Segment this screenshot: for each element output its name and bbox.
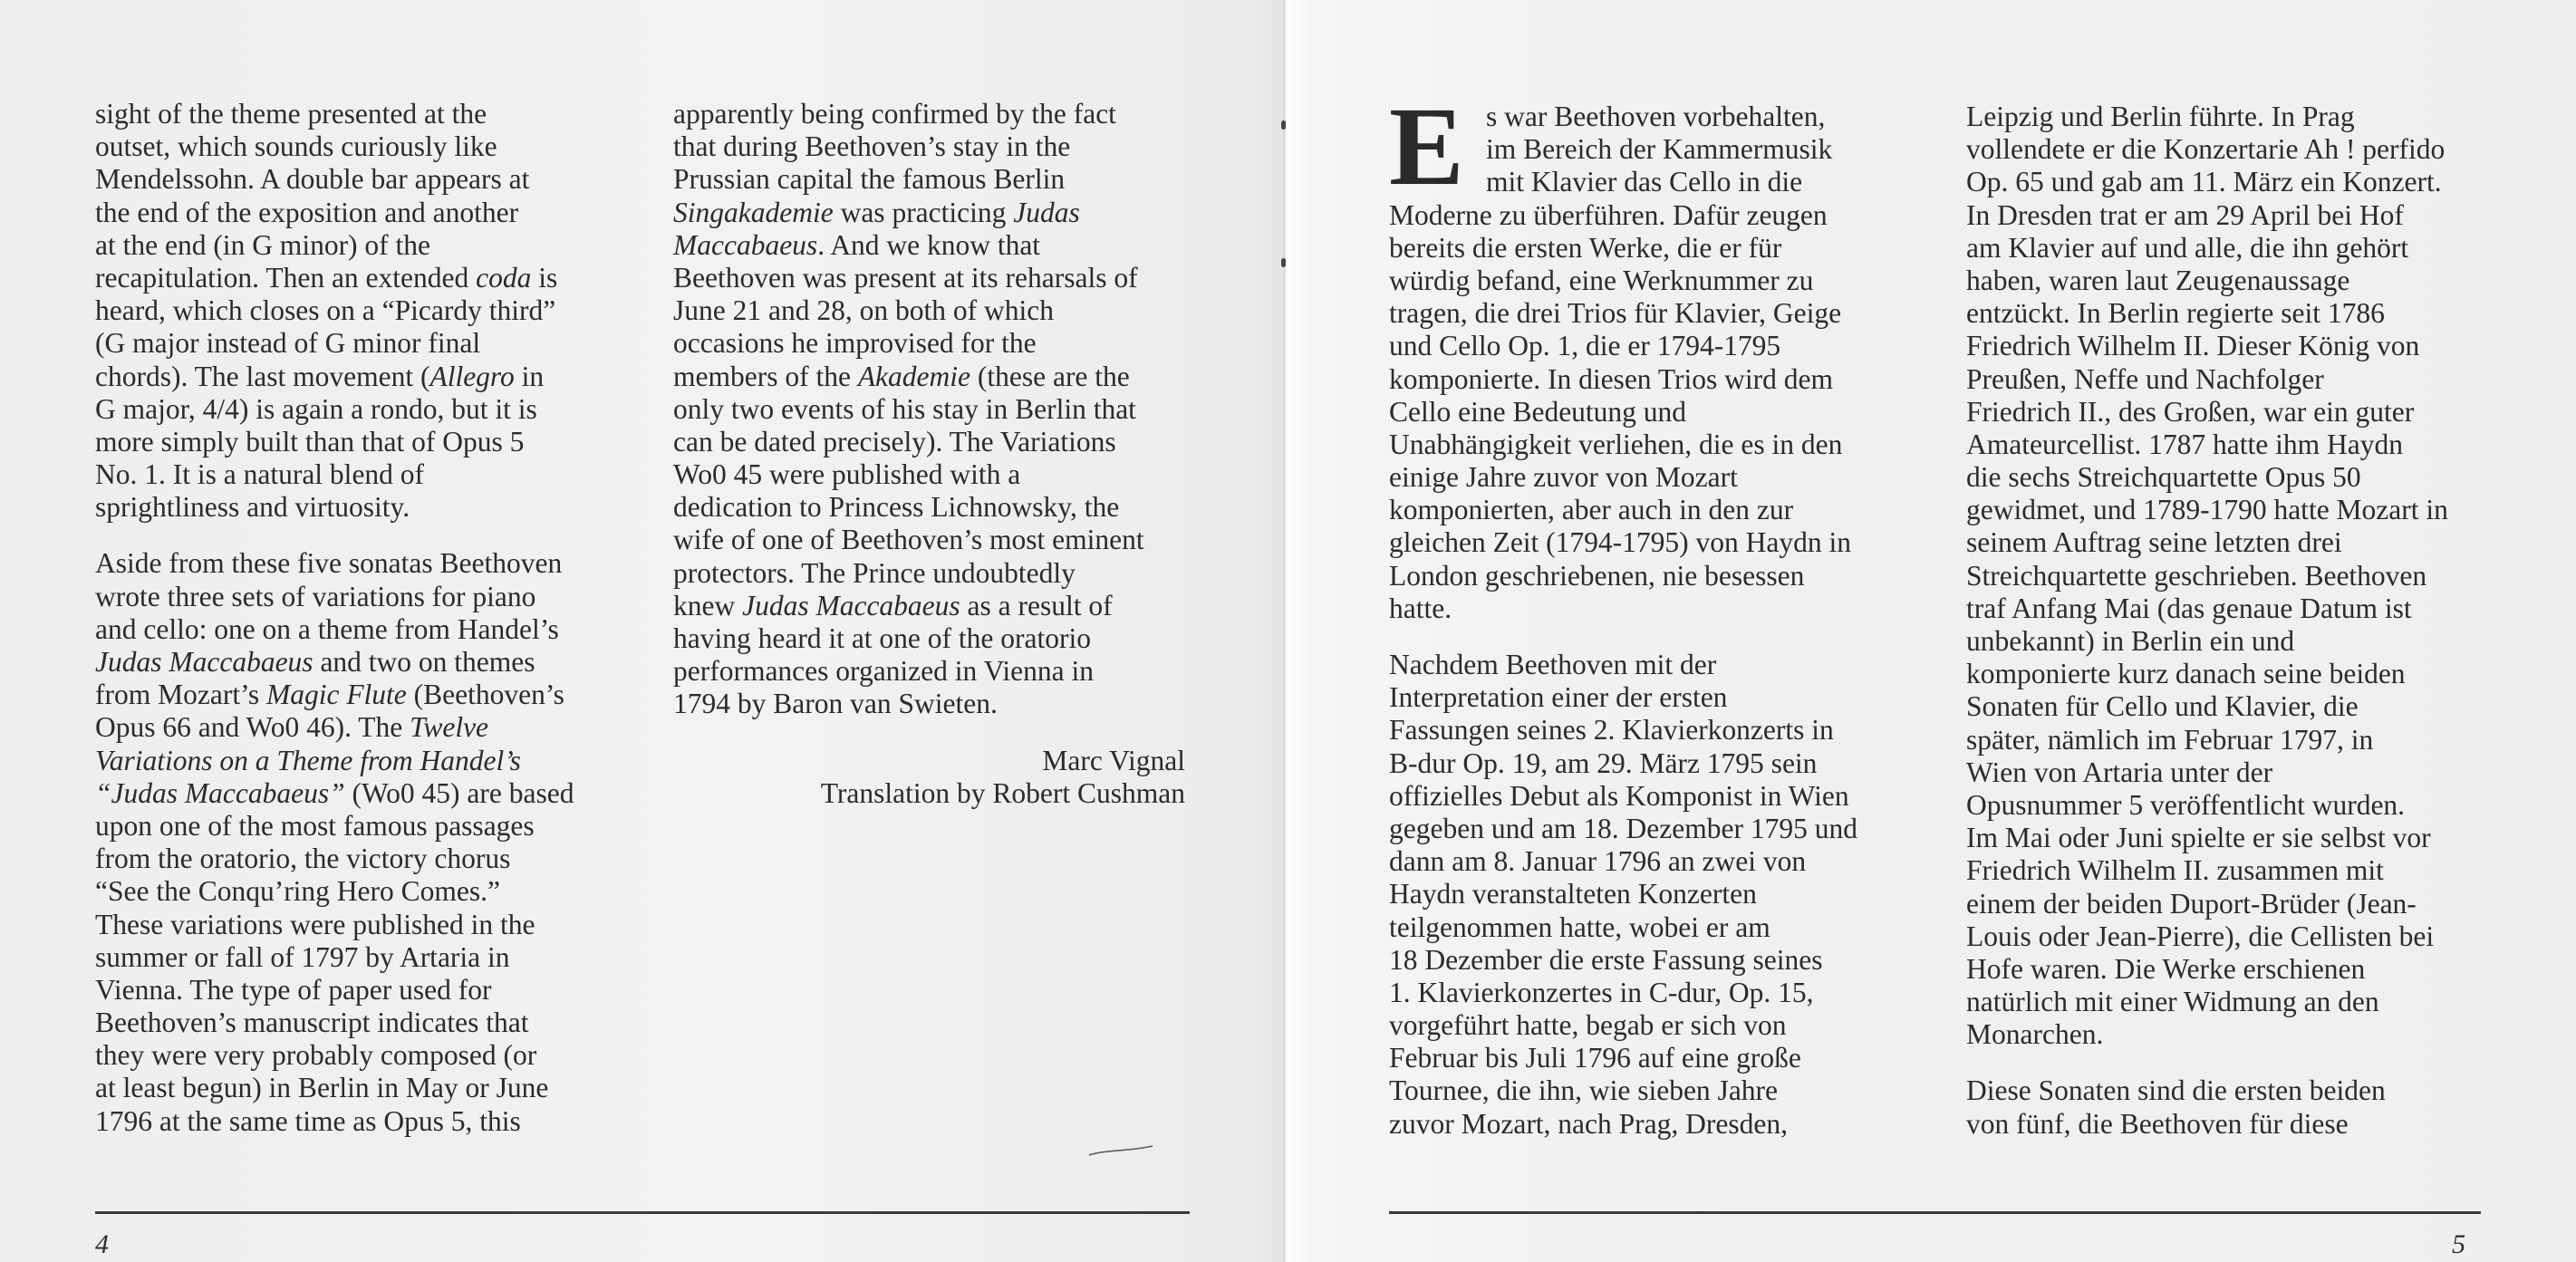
paragraph <box>1389 649 1892 1141</box>
text-run: Friedrich Wilhelm II. zusammen mit <box>1966 854 2384 887</box>
text-line <box>1389 845 1892 878</box>
text-line <box>673 197 1185 229</box>
text-run: vollendete er die Konzertarie Ah ! perfido <box>1966 133 2446 166</box>
text-run: they were very probably composed (or <box>95 1039 537 1072</box>
text-line <box>95 262 603 294</box>
text-line <box>1966 724 2478 756</box>
text-line <box>673 590 1185 622</box>
text-run: würdig befand, eine Werknummer zu <box>1389 264 1814 296</box>
text-line <box>1966 396 2478 429</box>
text-run: the end of the exposition and another <box>95 196 519 228</box>
text-line <box>673 491 1185 524</box>
text-line <box>1966 363 2478 396</box>
text-run: 1794 by Baron van Swieten. <box>673 688 998 720</box>
staple-top <box>1281 120 1286 130</box>
text-run: wife of one of Beethoven’s most eminent <box>673 524 1144 556</box>
text-line <box>95 777 603 810</box>
text-run: heard, which closes on a “Picardy third” <box>95 294 556 327</box>
text-line <box>95 491 603 524</box>
paragraph-gap <box>1966 1051 2478 1074</box>
text-run: knew <box>673 589 743 621</box>
text-run: having heard it at one of the oratorio <box>673 622 1091 654</box>
paragraph <box>1966 101 2478 1051</box>
text-run: more simply built than that of Opus 5 <box>95 425 525 458</box>
pen-stroke-mark <box>1087 1144 1155 1157</box>
paragraph <box>1966 1074 2478 1140</box>
text-line <box>1966 592 2478 625</box>
footer-rule-left <box>95 1211 1190 1214</box>
text-run: Monarchen. <box>1966 1018 2104 1051</box>
text-line <box>95 1039 603 1072</box>
text-line <box>1966 166 2478 198</box>
text-run: No. 1. It is a natural blend of <box>95 458 425 491</box>
text-line <box>1389 101 1892 133</box>
text-line <box>95 393 603 426</box>
text-line <box>673 655 1185 688</box>
text-line <box>673 393 1185 426</box>
text-line <box>1389 526 1892 559</box>
text-line <box>95 711 603 744</box>
text-run: dedication to Princess Lichnowsky, the <box>673 491 1120 524</box>
text-run: in <box>514 360 545 392</box>
text-run: June 21 and 28, on both of which <box>673 294 1054 327</box>
italic-title: Maccabaeus <box>673 228 818 261</box>
text-run: occasions he improvised for the <box>673 327 1037 360</box>
text-run: haben, waren laut Zeugenaussage <box>1966 264 2350 296</box>
text-run: Prussian capital the famous Berlin <box>673 163 1066 196</box>
text-run: protectors. The Prince undoubtedly <box>673 556 1076 589</box>
text-run: Friedrich Wilhelm II. Dieser König von <box>1966 330 2420 362</box>
text-line <box>1966 986 2478 1018</box>
signature-translator: Translation by Robert Cushman <box>820 776 1185 809</box>
text-run: sight of the theme presented at the <box>95 98 487 130</box>
signature-gap <box>673 721 1185 745</box>
text-line <box>1966 297 2478 330</box>
text-run: Diese Sonaten sind die ersten beiden <box>1966 1074 2386 1107</box>
text-run: G major, 4/4) is again a rondo, but it is <box>95 392 537 425</box>
text-run: Hofe waren. Die Werke erschienen <box>1966 952 2366 985</box>
text-line <box>673 262 1185 294</box>
text-run: Aside from these five sonatas Beethoven <box>95 547 563 580</box>
italic-title: Variations on a Theme from Handel’s <box>95 744 521 776</box>
italic-title: Judas Maccabaeus <box>95 646 314 678</box>
text-line <box>1966 1108 2478 1141</box>
text-line <box>95 646 603 679</box>
text-run: 1796 at the same time as Opus 5, this <box>95 1104 521 1137</box>
text-run: Cello eine Bedeutung und <box>1389 395 1687 428</box>
text-line <box>1389 1009 1892 1042</box>
text-line <box>673 98 1185 130</box>
text-run: einem der beiden Duport-Brüder (Jean- <box>1966 887 2417 920</box>
paragraph-gap <box>1389 625 1892 649</box>
text-run: was practicing <box>833 196 1014 228</box>
text-run: and cello: one on a theme from Handel’s <box>95 612 559 645</box>
text-run: as a result of <box>960 589 1113 621</box>
text-line <box>1389 363 1892 396</box>
text-line <box>1966 789 2478 822</box>
text-line <box>673 327 1185 360</box>
text-run: dann am 8. Januar 1796 an zwei von <box>1389 845 1807 878</box>
text-line <box>1966 1018 2478 1051</box>
text-run: Opusnummer 5 veröffentlicht wurden. <box>1966 788 2406 821</box>
book-gutter <box>1283 0 1286 1262</box>
text-run: summer or fall of 1797 by Artaria in <box>95 940 510 973</box>
text-line <box>1966 265 2478 297</box>
text-run: Vienna. The type of paper used for <box>95 973 492 1006</box>
text-line <box>1966 1074 2478 1107</box>
text-line <box>95 1072 603 1104</box>
text-line <box>95 581 603 613</box>
text-line <box>673 688 1185 720</box>
text-line <box>95 843 603 875</box>
text-line <box>1389 494 1892 526</box>
text-line <box>1389 560 1892 592</box>
text-run: teilgenommen hatte, wobei er am <box>1389 910 1770 943</box>
text-run: upon one of the most famous passages <box>95 809 535 842</box>
text-run: bereits die ersten Werke, die er für <box>1389 231 1782 264</box>
text-line <box>1389 714 1892 747</box>
text-line <box>1389 944 1892 977</box>
text-run: Wien von Artaria unter der <box>1966 756 2273 788</box>
text-run: (Wo0 45) are based <box>344 776 574 809</box>
text-run: Amateurcellist. 1787 hatte ihm Haydn <box>1966 428 2404 460</box>
text-run: traf Anfang Mai (das genaue Datum ist <box>1966 592 2412 624</box>
text-line <box>1389 429 1892 461</box>
text-line <box>1389 911 1892 944</box>
text-run: tragen, die drei Trios für Klavier, Geige <box>1389 297 1842 330</box>
text-line <box>1389 649 1892 681</box>
text-run: komponierte. In diesen Trios wird dem <box>1389 362 1833 395</box>
text-line <box>1389 681 1892 714</box>
drop-cap: E <box>1389 84 1464 208</box>
text-line <box>1966 854 2478 887</box>
text-run: und Cello Op. 1, die er 1794-1795 <box>1389 330 1781 362</box>
text-line <box>1389 265 1892 297</box>
text-run: from Mozart’s <box>95 679 266 711</box>
text-run: sprightliness and virtuosity. <box>95 491 410 524</box>
text-run: später, nämlich im Februar 1797, in <box>1966 723 2374 756</box>
text-run: die sechs Streichquartette Opus 50 <box>1966 461 2361 494</box>
text-run: Nachdem Beethoven mit der <box>1389 649 1717 680</box>
text-run: B-dur Op. 19, am 29. März 1795 sein <box>1389 747 1818 779</box>
text-run: Leipzig und Berlin führte. In Prag <box>1966 101 2355 132</box>
text-line <box>673 622 1185 655</box>
text-line <box>673 229 1185 262</box>
text-run: and two on themes <box>313 646 535 678</box>
text-line <box>1966 690 2478 723</box>
text-run: Op. 65 und gab am 11. März ein Konzert. <box>1966 166 2442 198</box>
text-line <box>1966 920 2478 953</box>
text-line <box>95 163 603 196</box>
text-run: entzückt. In Berlin regierte seit 1786 <box>1966 297 2385 330</box>
text-line <box>673 294 1185 327</box>
text-run: wrote three sets of variations for piano <box>95 580 536 612</box>
text-run: . And we know that <box>817 228 1041 261</box>
italic-title: Twelve <box>410 711 489 744</box>
text-line <box>1966 888 2478 920</box>
text-run: Im Mai oder Juni spielte er sie selbst vor <box>1966 822 2431 854</box>
footer-rule-right <box>1389 1211 2481 1214</box>
italic-title: Allegro <box>429 360 515 392</box>
text-run: (these are the <box>970 360 1130 392</box>
text-run: (G major instead of G minor final <box>95 327 481 360</box>
text-line <box>95 745 603 777</box>
text-run: Haydn veranstalteten Konzerten <box>1389 878 1757 910</box>
text-line <box>1389 813 1892 845</box>
right-page-column-1 <box>1389 84 1892 1141</box>
text-line <box>1389 1042 1892 1074</box>
text-run: performances organized in Vienna in <box>673 655 1095 688</box>
text-run: von fünf, die Beethoven für diese <box>1966 1107 2349 1140</box>
text-line <box>1966 658 2478 690</box>
text-line <box>95 327 603 360</box>
text-line <box>95 197 603 229</box>
text-line <box>95 130 603 163</box>
text-run: Friedrich II., des Großen, war ein guter <box>1966 395 2415 428</box>
text-line <box>1966 330 2478 362</box>
text-run: Interpretation einer der ersten <box>1389 681 1728 714</box>
paragraph <box>95 547 603 1137</box>
text-line <box>95 909 603 941</box>
text-run: seinem Auftrag seine letzten drei <box>1966 526 2342 559</box>
text-run: (Beethoven’s <box>406 679 564 711</box>
italic-title: Akademie <box>857 360 970 392</box>
text-run: gegeben und am 18. Dezember 1795 und <box>1389 812 1857 844</box>
text-line <box>1966 232 2478 265</box>
paragraph-gap <box>95 524 603 547</box>
text-run: natürlich mit einer Widmung an den <box>1966 986 2379 1018</box>
text-line <box>95 294 603 327</box>
text-run: Louis oder Jean-Pierre), die Cellisten bei <box>1966 920 2435 952</box>
text-line <box>673 557 1185 590</box>
text-line <box>1389 780 1892 813</box>
staple-bottom <box>1281 258 1286 267</box>
text-line <box>95 974 603 1007</box>
text-run: Wo0 45 were published with a <box>673 458 1021 491</box>
page-number-left: 4 <box>95 1229 109 1259</box>
text-line <box>1966 494 2478 526</box>
text-line <box>95 613 603 646</box>
text-line <box>1389 878 1892 910</box>
text-line <box>95 361 603 393</box>
text-line <box>1389 232 1892 265</box>
text-run: Unabhängigkeit verliehen, die es in den <box>1389 428 1843 460</box>
italic-title: Judas <box>1013 196 1080 228</box>
italic-title: Judas Maccabaeus <box>742 589 960 621</box>
text-line <box>1389 461 1892 494</box>
text-run: can be dated precisely). The Variations <box>673 425 1116 458</box>
signature-author: Marc Vignal <box>1042 744 1185 776</box>
text-line <box>95 229 603 262</box>
text-line <box>1966 526 2478 559</box>
text-run: at least begun) in Berlin in May or June <box>95 1072 549 1104</box>
text-line <box>1966 625 2478 658</box>
text-run: hatte. <box>1389 592 1452 624</box>
text-run: komponierte kurz danach seine beiden <box>1966 658 2406 690</box>
text-line <box>673 524 1185 556</box>
left-page-column-2 <box>673 98 1185 810</box>
text-run: is <box>531 261 558 294</box>
text-run: from the oratorio, the victory chorus <box>95 843 511 875</box>
text-run: komponierten, aber auch in den zur <box>1389 494 1794 526</box>
text-run: apparently being confirmed by the fact <box>673 98 1116 130</box>
text-line <box>1966 953 2478 986</box>
text-line <box>95 426 603 458</box>
text-line <box>1389 396 1892 429</box>
text-run: mit Klavier das Cello in die <box>1486 166 1803 198</box>
text-run: Moderne zu überführen. Dafür zeugen <box>1389 198 1828 231</box>
text-run: Sonaten für Cello und Klavier, die <box>1966 690 2359 723</box>
paragraph <box>673 98 1185 721</box>
text-run: that during Beethoven’s stay in the <box>673 130 1071 163</box>
text-line <box>1389 747 1892 780</box>
text-line <box>673 426 1185 458</box>
text-run: “See the Conqu’ring Hero Comes.” <box>95 875 501 908</box>
paragraph <box>95 98 603 524</box>
text-line <box>673 361 1185 393</box>
text-line <box>95 458 603 491</box>
text-line <box>1389 297 1892 330</box>
text-line <box>1966 133 2478 166</box>
text-line <box>95 547 603 580</box>
text-run: Tournee, die ihn, wie sieben Jahre <box>1389 1074 1779 1107</box>
text-run: gleichen Zeit (1794-1795) von Haydn in <box>1389 526 1851 559</box>
text-line <box>95 1105 603 1138</box>
text-line <box>95 98 603 130</box>
text-run: recapitulation. Then an extended <box>95 261 477 294</box>
text-run: chords). The last movement ( <box>95 360 430 392</box>
text-line <box>1389 977 1892 1009</box>
text-line <box>1966 756 2478 789</box>
text-run: Mendelssohn. A double bar appears at <box>95 163 530 196</box>
italic-title: “Judas Maccabaeus” <box>95 776 345 809</box>
text-run: 1. Klavierkonzertes in C-dur, Op. 15, <box>1389 976 1814 1008</box>
text-run: outset, which sounds curiously like <box>95 130 497 163</box>
text-line <box>1966 199 2478 232</box>
text-run: einige Jahre zuvor von Mozart <box>1389 461 1738 494</box>
text-run: am Klavier auf und alle, die ihn gehört <box>1966 231 2409 264</box>
text-line <box>1389 166 1892 198</box>
paragraph <box>1389 84 1892 625</box>
text-run: 18 Dezember die erste Fassung seines <box>1389 943 1823 976</box>
text-line <box>673 163 1185 196</box>
text-line <box>1966 461 2478 494</box>
text-line <box>95 810 603 843</box>
text-run: Preußen, Neffe und Nachfolger <box>1966 362 2324 395</box>
text-run: Streichquartette geschrieben. Beethoven <box>1966 559 2427 592</box>
text-line <box>1389 592 1892 625</box>
text-line <box>673 130 1185 163</box>
text-line <box>673 458 1185 491</box>
text-run: Opus 66 and Wo0 46). The <box>95 711 410 744</box>
left-page-column-1 <box>95 98 603 1138</box>
right-page-column-2 <box>1966 101 2478 1141</box>
text-line <box>1966 560 2478 592</box>
text-line <box>1389 199 1892 232</box>
italic-title: coda <box>476 261 532 294</box>
text-run: only two events of his stay in Berlin that <box>673 392 1136 425</box>
italic-title: Magic Flute <box>265 679 407 711</box>
text-line <box>95 679 603 711</box>
page-number-right: 5 <box>2452 1229 2465 1259</box>
text-run: s war Beethoven vorbehalten, <box>1486 101 1826 132</box>
text-line <box>1389 133 1892 166</box>
text-line <box>95 941 603 974</box>
text-run: In Dresden trat er am 29 April bei Hof <box>1966 198 2404 231</box>
text-run: at the end (in G minor) of the <box>95 228 431 261</box>
text-run: Fassungen seines 2. Klavierkonzerts in <box>1389 714 1834 747</box>
text-line <box>95 1007 603 1039</box>
text-line <box>1389 1108 1892 1141</box>
text-run: members of the <box>673 360 858 392</box>
text-line <box>1966 822 2478 854</box>
text-run: Beethoven was present at its reharsals of <box>673 261 1138 294</box>
text-run: vorgeführt hatte, begab er sich von <box>1389 1009 1787 1042</box>
text-run: London geschriebenen, nie besessen <box>1389 559 1805 592</box>
text-line <box>1966 429 2478 461</box>
text-run: zuvor Mozart, nach Prag, Dresden, <box>1389 1107 1788 1140</box>
text-run: These variations were published in the <box>95 908 535 940</box>
text-line <box>1389 330 1892 362</box>
text-run: unbekannt) in Berlin ein und <box>1966 625 2295 657</box>
text-line <box>1389 1074 1892 1107</box>
text-run: im Bereich der Kammermusik <box>1486 133 1833 166</box>
text-run: Februar bis Juli 1796 auf eine große <box>1389 1042 1801 1074</box>
text-run: Beethoven’s manuscript indicates that <box>95 1007 529 1039</box>
text-run: offizielles Debut als Komponist in Wien <box>1389 779 1849 812</box>
italic-title: Singakademie <box>673 196 834 228</box>
text-run: gewidmet, und 1789-1790 hatte Mozart in <box>1966 494 2448 526</box>
text-line <box>1966 101 2478 133</box>
text-line <box>95 875 603 908</box>
